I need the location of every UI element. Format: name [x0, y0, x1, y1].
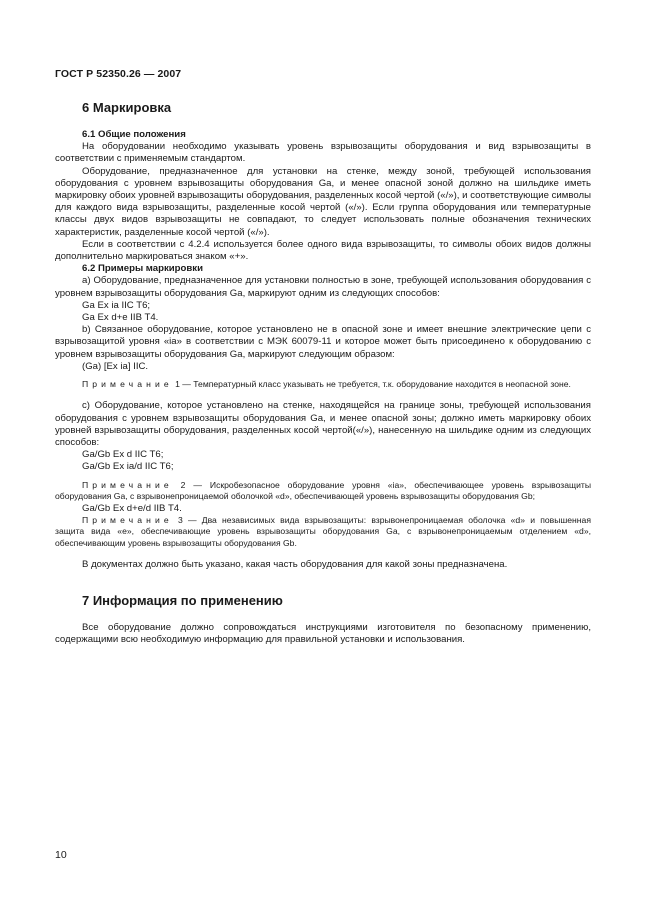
- section-6-title: 6 Маркировка: [82, 100, 172, 115]
- note: [55, 515, 591, 549]
- note-text: 3 — Два независимых вида взрывозащиты: взрывонепроницаемая оболочка «d» и повышенная защита вида «e», обеспечивающие уровень взрывозащиты оборудования Ga, с взрывонепроницаемым отделением «d», обеспечивающим уровень взрывозащиты оборудования Gb.: [55, 514, 591, 548]
- paragraph: Все оборудование должно сопровождаться инструкциями изготовителя по безопасному применению, содержащими всю необходимую информацию для правильной установки и использования.: [55, 622, 591, 646]
- note-label: Примечание: [82, 479, 173, 490]
- marking-example: Ga/Gb Ex d IIC T6;: [82, 449, 164, 461]
- marking-example: Ga Ex ia IIC T6;: [82, 299, 151, 311]
- paragraph: Если в соответствии с 4.2.4 используется более одного вида взрывозащиты, то символы обоих видов должны дополнительно маркироваться знаком «+».: [55, 238, 591, 263]
- note-label: Примечание: [82, 514, 173, 525]
- note: [55, 379, 591, 390]
- note-text: 2 — Искробезопасное оборудование уровня «ia», обеспечивающее уровень взрывозащиты оборудования Ga, с взрывонепроницаемой оболочкой «d», обеспечивающей уровень взрывозащиты оборудования Gb;: [55, 479, 591, 502]
- paragraph: с) Оборудование, которое установлено на стенке, находящейся на границе зоны, требующей использования оборудования с уровнем взрывозащиты оборудования Ga, и менее опасной зоны; должно иметь маркировку обоих уровней взрывозащиты оборудования, разделенных косой чертой(«/»), нанесенную на шильдике одним из следующих способов:: [55, 400, 591, 449]
- document-header: ГОСТ Р 52350.26 — 2007: [55, 68, 182, 80]
- document-body: [55, 100, 591, 647]
- marking-example: Ga/Gb Ex d+e/d IIB T4.: [82, 502, 182, 514]
- paragraph: На оборудовании необходимо указывать уровень взрывозащиты оборудования и вид взрывозащиты в соответствии с применяемым стандартом.: [55, 141, 591, 165]
- paragraph: b) Связанное оборудование, которое установлено не в опасной зоне и имеет внешние электрические цепи с взрывозащитой уровня «ia» в соответствии с МЭК 60079-11 и которое может быть присоединено к оборудованию с уровнем взрывозащиты оборудования Ga, маркируют следующим образом:: [55, 324, 591, 360]
- paragraph: Оборудование, предназначенное для установки на стенке, между зоной, требующей использования оборудования с уровнем взрывозащиты оборудования Ga, и менее опасной зоной должно на шильдике иметь маркировку обоих уровней взрывозащиты оборудования, разделенных косой чертой («/»), и соответствующие символы для каждого вида взрывозащиты, разделенные косой чертой («/»). Если группа оборудования или температурные классы двух видов взрывозащиты не совпадают, то следует использовать полные обозначения технических характеристик, разделенные косой чертой («/»).: [55, 165, 591, 238]
- note-text: 1 — Температурный класс указывать не требуется, т.к. оборудование находится в неопасной зоне.: [172, 379, 571, 390]
- marking-example: Ga/Gb Ex ia/d IIC T6;: [82, 461, 174, 473]
- page-number: 10: [55, 849, 67, 861]
- subsection-6-2-title: 6.2 Примеры маркировки: [82, 263, 203, 275]
- marking-example: Ga Ex d+e IIB T4.: [82, 312, 159, 324]
- section-7-title: 7 Информация по применению: [82, 593, 283, 609]
- subsection-6-1-title: 6.1 Общие положения: [82, 129, 186, 140]
- paragraph: В документах должно быть указано, какая часть оборудования для какой зоны предназначена.: [82, 558, 508, 570]
- marking-example: (Ga) [Ex ia] IIC.: [82, 360, 149, 372]
- paragraph: а) Оборудование, предназначенное для установки полностью в зоне, требующей использования оборудования с уровнем взрывозащиты оборудования Ga, маркируют одним из следующих способов:: [55, 275, 591, 299]
- note-label: Примечание: [82, 379, 173, 390]
- note: [55, 480, 591, 503]
